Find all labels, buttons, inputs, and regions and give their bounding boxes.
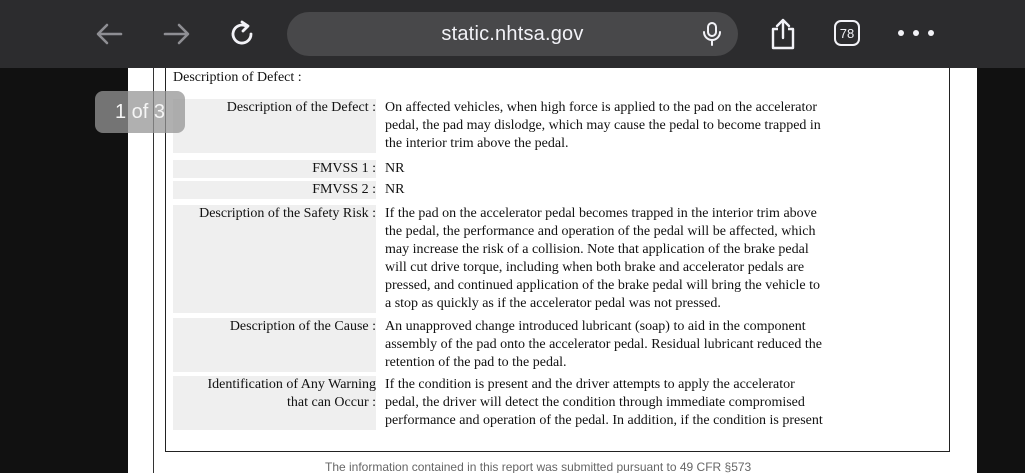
row-label-cause bbox=[173, 318, 376, 372]
value-line: On affected vehicles, when high force is applied to the pad on the accelerator bbox=[385, 100, 818, 115]
value-line: pedal, the pad may dislodge, which may cause the pedal to become trapped in bbox=[385, 118, 821, 133]
value-line: If the pad on the accelerator pedal becomes trapped in the interior trim above bbox=[385, 206, 817, 221]
row-label-warning bbox=[173, 376, 376, 430]
arrow-left-icon bbox=[94, 22, 124, 46]
value-line: An unapproved change introduced lubricant (soap) to aid in the component bbox=[385, 319, 806, 334]
row-label-safety-risk bbox=[173, 205, 376, 313]
row-value-cause bbox=[385, 318, 905, 372]
value-line: a stop as quickly as if the accelerator pedal was not pressed. bbox=[385, 296, 721, 311]
back-button[interactable] bbox=[89, 14, 129, 54]
label-text: Description of the Cause : bbox=[229, 319, 376, 334]
value-line: If the condition is present and the driver attempts to apply the accelerator bbox=[385, 377, 795, 392]
row-value-warning bbox=[385, 376, 905, 430]
footer-note: The information contained in this report was submitted pursuant to 49 CFR §573 bbox=[325, 460, 752, 473]
row-label-defect bbox=[173, 99, 376, 153]
value-line: NR bbox=[385, 161, 405, 176]
label-text: Description of the Safety Risk : bbox=[199, 206, 376, 221]
share-icon bbox=[769, 17, 797, 51]
url-text: static.nhtsa.gov bbox=[441, 22, 584, 45]
value-line: will cut drive torque, including when both brake and accelerator pedals are bbox=[385, 260, 805, 275]
reload-icon bbox=[227, 19, 257, 49]
row-value-fmvss2 bbox=[385, 181, 905, 199]
more-dot bbox=[928, 30, 934, 36]
more-button[interactable] bbox=[898, 20, 934, 46]
arrow-right-icon bbox=[162, 22, 192, 46]
label-text: FMVSS 1 : bbox=[312, 161, 376, 176]
browser-toolbar bbox=[0, 0, 1025, 68]
page-indicator: 1 of 3 bbox=[95, 91, 185, 133]
value-line: the pedal, the performance and operation of the pedal will be affected, which bbox=[385, 224, 816, 239]
address-bar[interactable] bbox=[287, 12, 738, 56]
row-label-fmvss2 bbox=[173, 181, 376, 199]
value-line: NR bbox=[385, 182, 405, 197]
label-text: FMVSS 2 : bbox=[312, 182, 376, 197]
section-title: Description of Defect : bbox=[173, 70, 302, 85]
value-line: may increase the risk of a collision. Note that application of the brake pedal bbox=[385, 242, 809, 257]
value-line: assembly of the pad onto the accelerator pedal. Residual lubricant reduced the bbox=[385, 337, 822, 352]
microphone-button[interactable] bbox=[698, 20, 726, 48]
value-line: the interior trim above the pedal. bbox=[385, 136, 569, 151]
row-value-fmvss1 bbox=[385, 160, 905, 178]
value-line: pedal, the driver will detect the condition through immediate compromised bbox=[385, 395, 805, 410]
more-dots-icon bbox=[898, 30, 904, 36]
value-line: retention of the pad to the pedal. bbox=[385, 355, 567, 370]
value-line: pressed, and continued application of the brake pedal will bring the vehicle to bbox=[385, 278, 821, 293]
row-label-fmvss1 bbox=[173, 160, 376, 178]
label-text-continued: that can Occur : bbox=[286, 395, 376, 410]
share-button[interactable] bbox=[763, 14, 803, 54]
forward-button[interactable] bbox=[157, 14, 197, 54]
tabs-button[interactable] bbox=[834, 20, 860, 46]
label-text: Identification of Any Warning bbox=[207, 377, 376, 392]
row-value-safety-risk bbox=[385, 205, 905, 313]
row-value-defect bbox=[385, 99, 905, 153]
reload-button[interactable] bbox=[222, 14, 262, 54]
label-text: Description of the Defect : bbox=[226, 100, 376, 115]
more-dot bbox=[913, 30, 919, 36]
tabs-count: 78 bbox=[839, 25, 855, 41]
value-line: performance and operation of the pedal. In addition, if the condition is present bbox=[385, 413, 823, 428]
microphone-icon bbox=[702, 21, 722, 47]
